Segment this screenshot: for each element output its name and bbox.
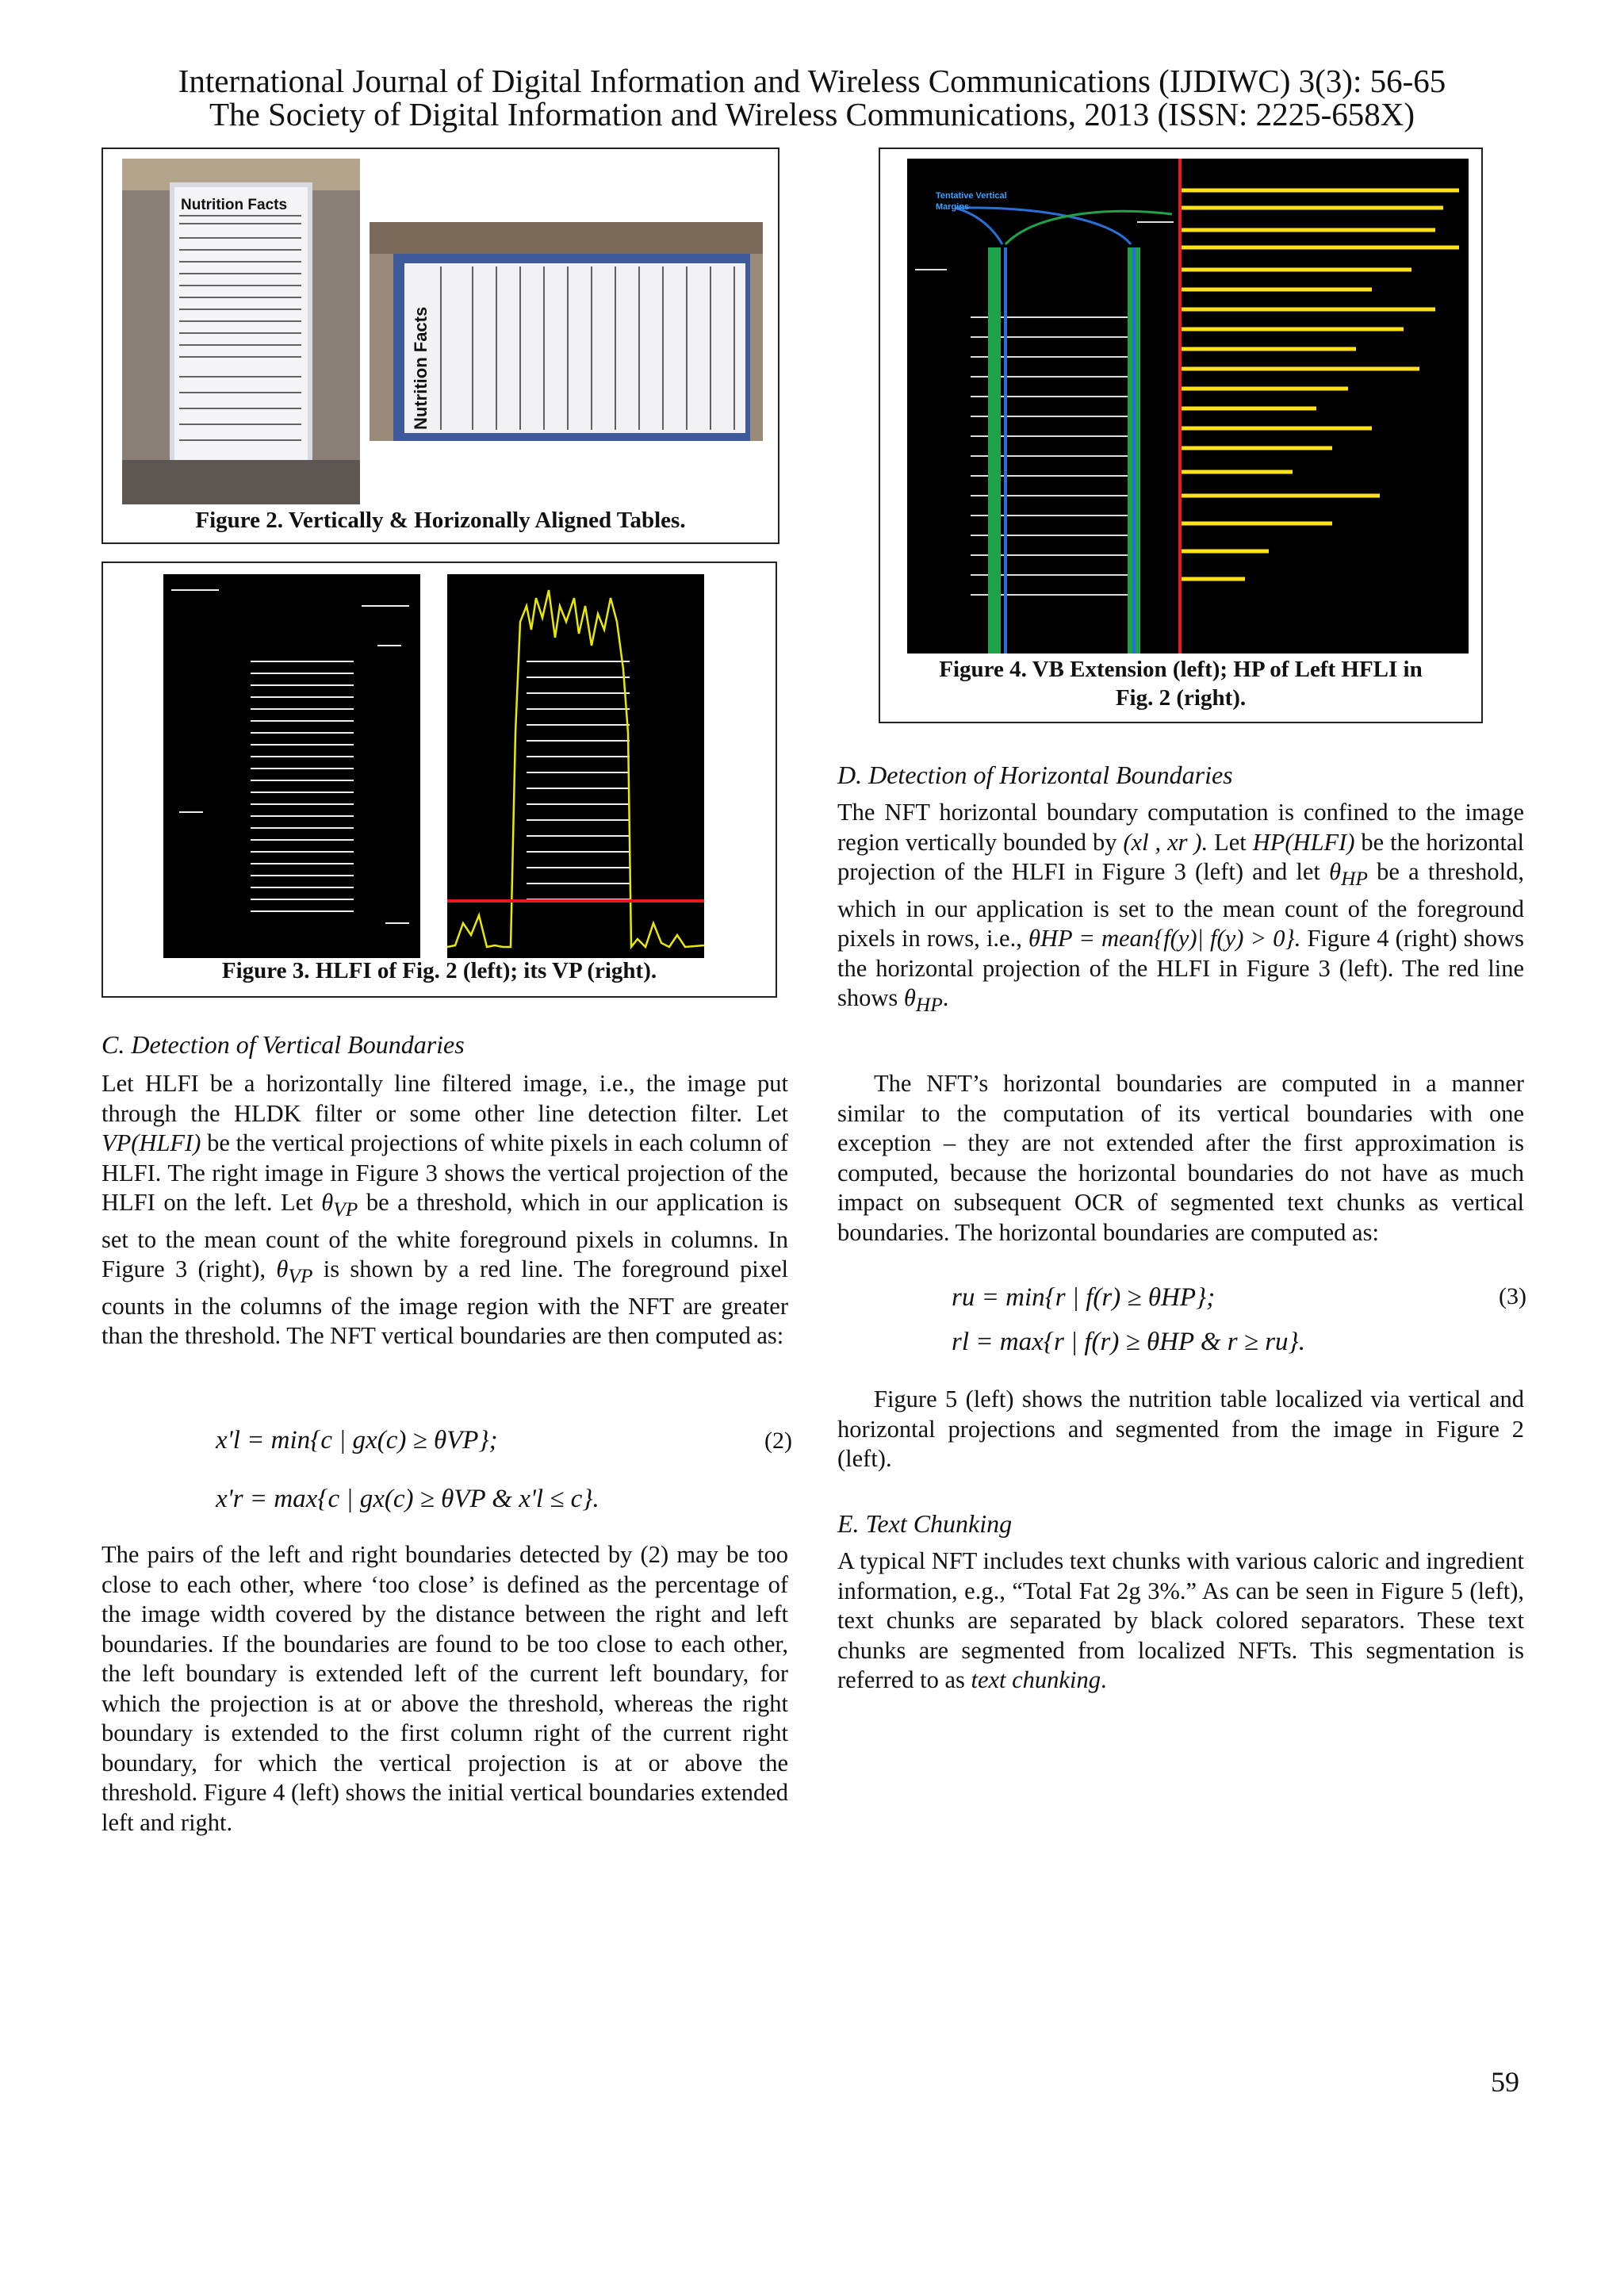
figure-4-caption-line2: Fig. 2 (right). (1115, 685, 1247, 711)
d-p1-mean-expression: θHP = mean{f(y)| f(y) > 0}. (1028, 925, 1301, 953)
section-d-paragraph-1 (837, 798, 1524, 1021)
d-p1-part-b: Let (1208, 828, 1253, 856)
section-c-paragraph-2: The pairs of the left and right boundaries detected by (2) may be too close to each other, where ‘too close’ is defined as the percentage of the image width covered by the distance between the right and left boundaries. If the boundaries are found to be too close to each other, the left boundary is extended left of the current left boundary, for which the projection is at or above the threshold, whereas the right boundary is extended to the first column right of the current right boundary, for which the vertical projection is at or above the threshold. Figure 4 (left) shows the initial vertical boundaries extended left and right. (102, 1541, 788, 1836)
d-p1-part-c: be the horizontal projection of the HLFI in Figure 3 (left) and let (837, 828, 1525, 885)
d-p1-theta-2: θ (903, 984, 916, 1012)
equation-3-line-1: ru = min{r | f(r) ≥ θHP}; (952, 1283, 1216, 1312)
equation-2-number: (2) (764, 1428, 792, 1454)
journal-header-line1: International Journal of Digital Information and Wireless Communications (IJDIWC) 3(3): 56-65 (178, 63, 1446, 99)
d-p1-part-a: The NFT horizontal boundary computation is confined to the image region vertically bounded by (837, 799, 1524, 856)
figure-2-image-right (370, 222, 763, 441)
fig2-right-title: Nutrition Facts (411, 306, 431, 430)
figure-4-vb-extension-image (907, 159, 1182, 654)
section-e-paragraph-1 (837, 1547, 1524, 1696)
page-number: 59 (1491, 2066, 1519, 2098)
d-p1-part-e: Figure 4 (right) shows the horizontal projection of the HLFI in Figure 3 (left). The red line shows (837, 925, 1524, 1012)
c-p1-theta-sub-2: VP (288, 1265, 313, 1288)
figure-2-caption: Figure 2. Vertically & Horizonally Aligned Tables. (195, 508, 686, 533)
figure-3 (102, 562, 777, 998)
d-p1-theta-sub-2: HP (915, 994, 943, 1017)
section-d-paragraph-3: Figure 5 (left) shows the nutrition table localized via vertical and horizontal projections and segmented from the image in Figure 2 (left). (837, 1386, 1524, 1472)
d-p1-theta: θ (1329, 858, 1342, 885)
figure-4-hp-image (1174, 159, 1469, 654)
figure-3-hlfi-image (163, 574, 420, 958)
e-p1-part-a: A typical NFT includes text chunks with various caloric and ingredient information, e.g., “Total Fat 2g 3%.” As can be seen in Figure 5 (left), text chunks are separated by black colored separators. These text chunks are segmented from localized NFTs. This segmentation is referred to as (837, 1547, 1524, 1693)
d-p1-part-d: be a threshold, which in our application is set to the mean count of the foreground pixels in rows, i.e., (837, 858, 1524, 953)
figure-4 (879, 148, 1483, 723)
c-p1-part-c: be a threshold, which in our application is set to the mean count of the white foreground pixels in columns. In Figure 3 (right), (102, 1189, 788, 1283)
c-p1-part-b: be the vertical projections of white pixels in each column of HLFI. The right image in Figure 3 shows the vertical projection of the HLFI on the left. Let (102, 1129, 788, 1216)
equation-2-line-1: x'l = min{c | gx(c) ≥ θVP}; (216, 1426, 498, 1455)
figure-4-caption-line1: Figure 4. VB Extension (left); HP of Left HFLI in (939, 657, 1423, 682)
fig2-left-title: Nutrition Facts (181, 197, 288, 213)
c-p1-theta-2: θ (276, 1255, 289, 1283)
section-c-title: C. Detection of Vertical Boundaries (102, 1030, 465, 1059)
figure-3-caption: Figure 3. HLFI of Fig. 2 (left); its VP (right). (221, 958, 657, 983)
section-d-paragraph-2: The NFT’s horizontal boundaries are computed in a manner similar to the computation of its vertical boundaries with one exception – they are not extended after the first approximation is computed, because the horizontal boundaries do not have as much impact on subsequent OCR of segmented text chunks as vertical boundaries. The horizontal boundaries are computed as: (837, 1070, 1524, 1246)
figure-2-image-left (122, 159, 360, 504)
e-p1-part-b: . (1100, 1666, 1107, 1693)
c-p1-theta: θ (321, 1189, 334, 1216)
section-e-title: E. Text Chunking (837, 1509, 1013, 1538)
d-p1-period: . (942, 984, 949, 1012)
e-p1-emphasis: text chunking (971, 1666, 1101, 1693)
d-p1-theta-sub: HP (1341, 868, 1368, 891)
figure-2 (102, 148, 779, 544)
d-p1-bound-expression: (xl , xr ). (1123, 828, 1208, 856)
equation-2-line-2: x'r = max{c | gx(c) ≥ θVP & x'l ≤ c}. (216, 1485, 599, 1513)
c-p1-vp-expression: VP(HLFI) (102, 1129, 201, 1156)
section-d-title: D. Detection of Horizontal Boundaries (837, 761, 1233, 789)
equation-3-line-2: rl = max{r | f(r) ≥ θHP & r ≥ ru}. (952, 1328, 1305, 1356)
c-p1-part-d: is shown by a red line. The foreground pixel counts in the columns of the image region with the NFT are greater than the threshold. The NFT vertical boundaries are then computed as: (102, 1255, 788, 1350)
journal-header-line2: The Society of Digital Information and Wireless Communications, 2013 (ISSN: 2225-658X) (209, 96, 1415, 132)
equation-3-number: (3) (1499, 1283, 1526, 1309)
c-p1-theta-sub: VP (333, 1198, 358, 1221)
figure-3-vp-image (447, 574, 704, 958)
fig4-annotation-line1: Tentative Vertical (936, 191, 1007, 201)
fig4-annotation-line2: Margins (936, 202, 970, 212)
d-p1-hp-expression: HP(HLFI) (1252, 828, 1355, 856)
c-p1-part-a: Let HLFI be a horizontally line filtered image, i.e., the image put through the HLDK filter or some other line detection filter. Let (102, 1070, 788, 1127)
section-c-paragraph-1 (102, 1069, 788, 1351)
